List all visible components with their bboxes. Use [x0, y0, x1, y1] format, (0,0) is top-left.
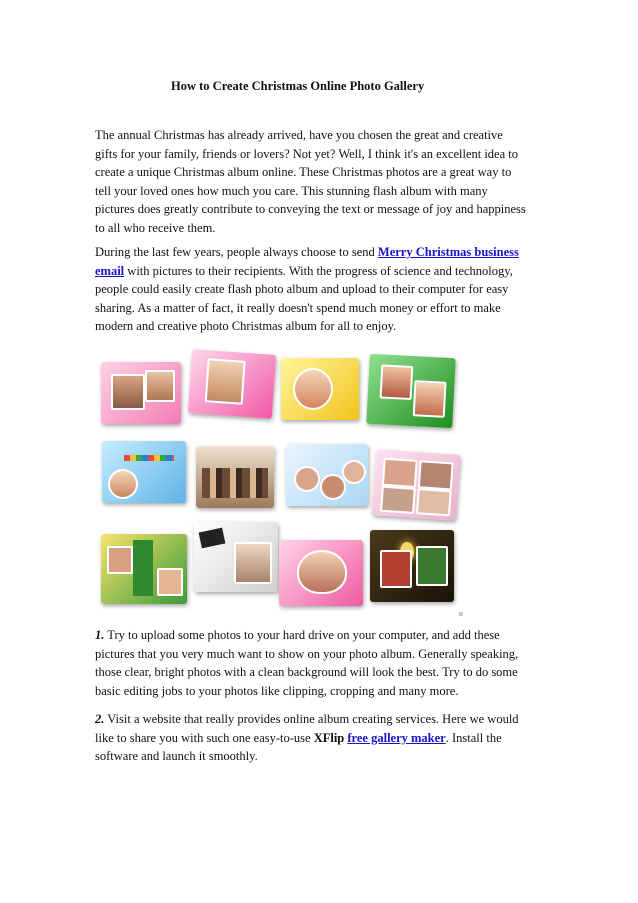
- text-line: tell your loved ones how much you care. This stunning flash album with many: [95, 183, 488, 198]
- album-card-family-photo: [196, 446, 274, 508]
- album-card-pink-portrait: [188, 349, 276, 419]
- text-line: gifts for your family, friends or lovers? Not yet? Well, I think it's an excellent idea to: [95, 146, 519, 161]
- merry-christmas-email-link-cont[interactable]: email: [95, 263, 125, 278]
- text-fragment: . Install the: [445, 730, 502, 745]
- text-line: The annual Christmas has already arrived, have you chosen the great and creative: [95, 128, 503, 142]
- merry-christmas-email-link[interactable]: Merry Christmas business: [377, 245, 519, 259]
- business-email-paragraph: [95, 243, 545, 336]
- free-gallery-maker-link[interactable]: free gallery maker: [347, 730, 446, 745]
- text-line: people could easily create flash photo album and upload to their computer for easy: [95, 282, 509, 297]
- album-card-graduation: [194, 522, 278, 592]
- album-card-green-eat: [101, 534, 187, 604]
- text-line: software and launch it smoothly.: [95, 749, 258, 764]
- step-1-paragraph: [95, 626, 545, 700]
- album-card-blue-greeting: [102, 441, 186, 503]
- text-line: [95, 262, 545, 281]
- album-card-pink-couple: [279, 540, 363, 606]
- text-line: pictures does greatly contribute to conveying the text or message of joy and happiness: [95, 202, 526, 217]
- step-number: 2.: [95, 712, 105, 726]
- text-fragment: like to share you with such one easy-to-use: [95, 730, 314, 745]
- step-number: 1.: [95, 628, 105, 642]
- album-card-light-blue-circles: [286, 444, 368, 506]
- album-card-green-xmas: [366, 354, 456, 428]
- album-card-pink-hearts: [101, 362, 181, 424]
- text-line: sharing. As a matter of fact, it really doesn't spend much money or effort to make: [95, 300, 501, 315]
- text-line: [95, 243, 545, 262]
- text-fragment: Visit a website that really provides online album creating services. Here we would: [104, 712, 519, 726]
- text-fragment: Try to upload some photos to your hard drive on your computer, and add these: [104, 628, 500, 642]
- text-line: [95, 729, 545, 748]
- step-2-paragraph: [95, 710, 545, 766]
- intro-paragraph: [95, 126, 545, 238]
- album-card-pink-grid: [372, 449, 460, 521]
- text-line: to all who receive them.: [95, 220, 216, 235]
- text-line: pictures that you very much want to show on your photo album. Generally speaking,: [95, 646, 519, 661]
- decorative-dot: [459, 612, 463, 616]
- text-fragment: During the last few years, people always choose to send: [95, 245, 378, 259]
- text-fragment: with pictures to their recipients. With the progress of science and technology,: [124, 263, 513, 278]
- text-line: create a unique Christmas album online. These Christmas photos are a great way to: [95, 165, 512, 180]
- text-line: [95, 710, 545, 729]
- album-card-dark-xmas: [370, 530, 454, 602]
- text-line: basic editing jobs to your photos like clipping, cropping and many more.: [95, 683, 459, 698]
- text-line: those clear, bright photos with a clean background will look the best. Try to do some: [95, 665, 518, 680]
- page-title: How to Create Christmas Online Photo Gallery: [171, 79, 425, 93]
- album-card-yellow-kid: [281, 358, 359, 420]
- text-line: [95, 626, 545, 645]
- xflip-brand: XFlip: [313, 730, 345, 745]
- text-line: modern and creative photo Christmas album for all to enjoy.: [95, 319, 397, 334]
